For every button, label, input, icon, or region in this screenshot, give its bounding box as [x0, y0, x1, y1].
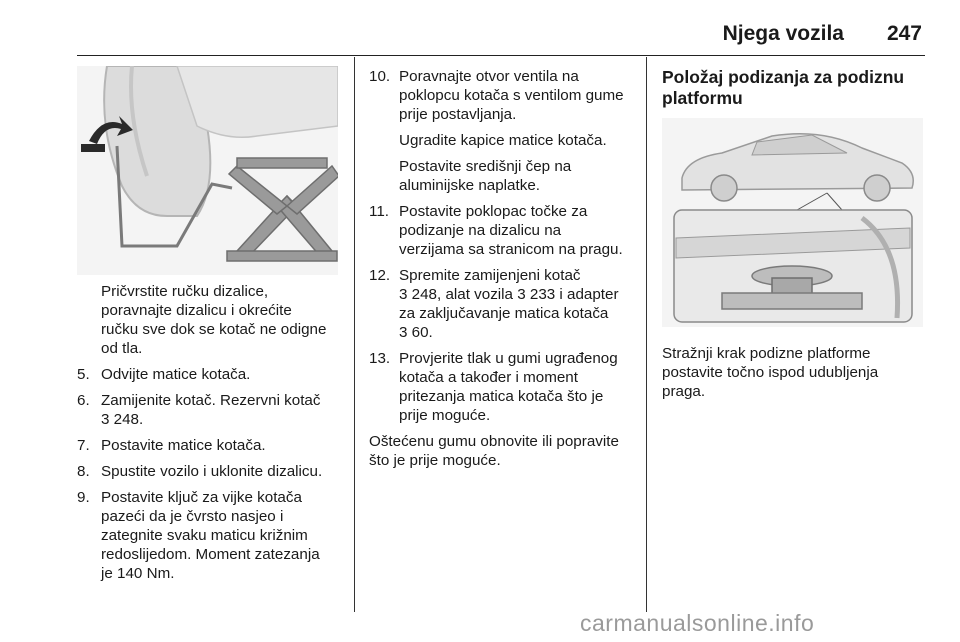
step-13: 13. Provjerite tlak u gumi ugrađenog kotača a također i moment pritezanja matica kotača što je prije moguće.: [369, 350, 618, 424]
step-7: 7. Postavite matice kotača.: [77, 437, 266, 454]
caption-line: ručku sve dok se kotač ne odigne: [101, 321, 327, 338]
column-3-caption: Stražnji krak podizne platforme postavite točno ispod udubljenja praga.: [662, 345, 879, 400]
step-10-sub-2: Postavite središnji čep na aluminijske naplatke.: [399, 158, 572, 194]
page-header: [0, 22, 960, 52]
column-divider-2: [646, 57, 647, 612]
step-6: 6. Zamijenite kotač. Rezervni kotač 3 248.: [77, 391, 347, 429]
step-12: 12. Spremite zamijenjeni kotač 3 248, alat vozila 3 233 i adapter za zaključavanje matica kotača 3 60.: [369, 266, 639, 342]
watermark-text: carmanualsonline.info: [580, 610, 815, 636]
page-ref-link[interactable]: 3 248.: [101, 411, 144, 428]
note-text: Oštećenu gumu obnovite ili popravite što je prije moguće.: [369, 433, 619, 469]
page-ref-link[interactable]: 3 248, alat vozila 3 233 i adapter: [399, 286, 619, 303]
header-divider: [77, 55, 925, 56]
step-10-sub-1: Ugradite kapice matice kotača.: [399, 132, 607, 149]
step-11: 11. Postavite poklopac točke za podizanje na dizalicu na verzijama sa stranicom na pragu.: [369, 203, 623, 258]
section-heading: Položaj podizanja za podiznu platformu: [662, 67, 905, 108]
caption-text: [77, 282, 347, 358]
car-lift-illustration: [662, 118, 923, 327]
column-3: [662, 67, 932, 109]
step-9: 9. Postavite ključ za vijke kotača pazeći da je čvrsto nasjeo i zategnite svaku maticu križnim redoslijedom. Moment zatezanja je 140 Nm.: [77, 489, 320, 582]
step-5: 5. Odvijte matice kotača.: [77, 366, 251, 383]
page-ref-link[interactable]: 3 60.: [399, 324, 433, 341]
column-2: [369, 67, 639, 477]
caption-line: Pričvrstite ručku dizalice,: [101, 283, 269, 300]
section-title: Njega vozila: [722, 22, 844, 45]
caption-line: od tla.: [101, 340, 143, 357]
caption-line: poravnajte dizalicu i okrećite: [101, 302, 292, 319]
column-divider-1: [354, 57, 355, 612]
column-1: [77, 282, 347, 590]
page-number: 247: [886, 22, 922, 45]
step-8: 8. Spustite vozilo i uklonite dizalicu.: [77, 463, 323, 480]
step-10: 10. Poravnajte otvor ventila na poklopcu kotača s ventilom gume prije postavljanja.: [369, 68, 624, 123]
jack-crank-illustration: [77, 66, 338, 275]
